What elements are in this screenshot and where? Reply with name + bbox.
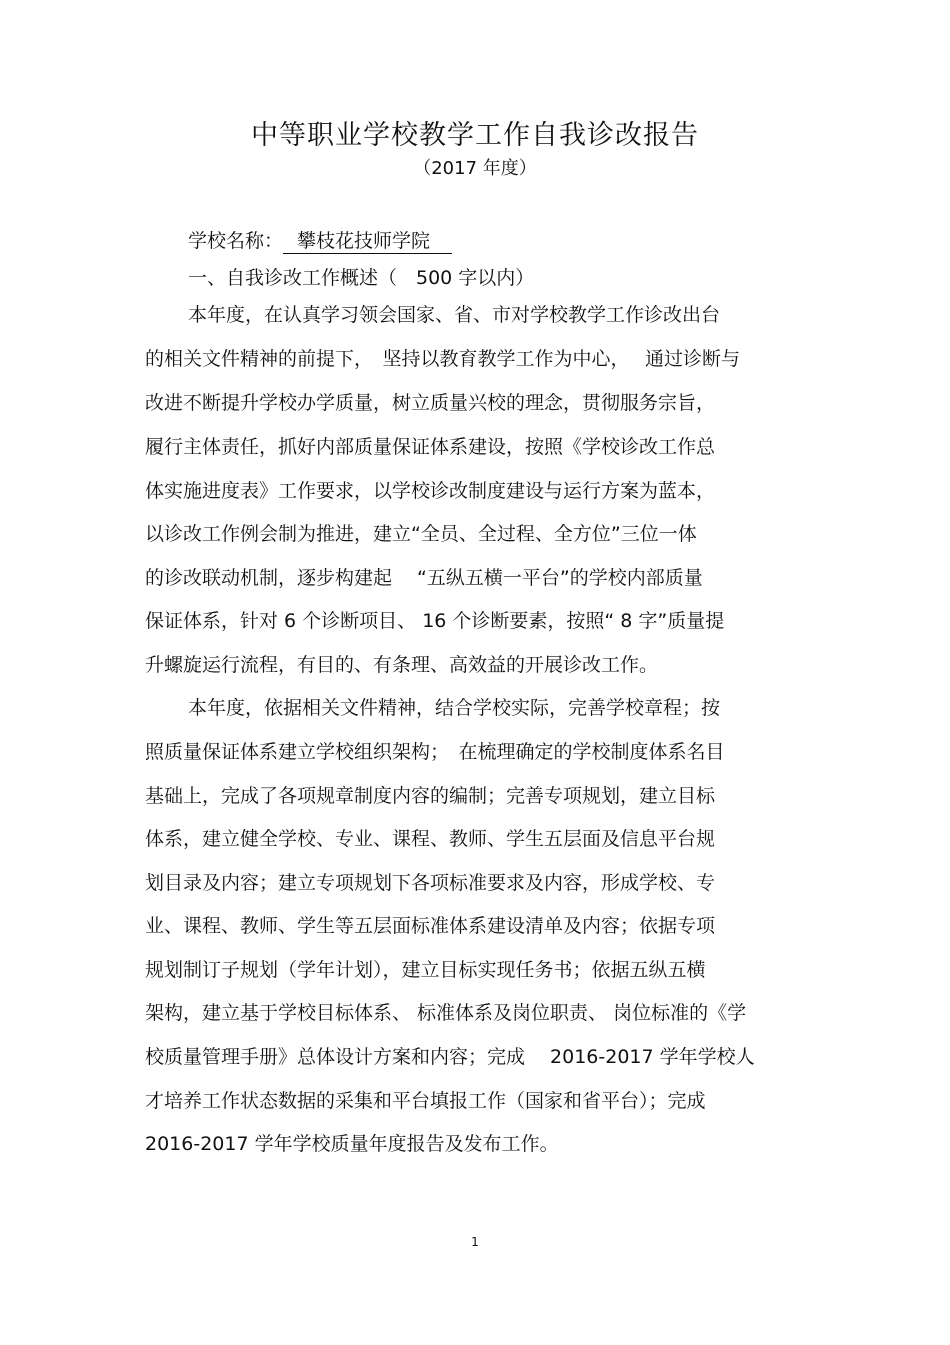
school-name-label: 学校名称： (188, 230, 284, 252)
paragraph1-line: 改进不断提升学校办学质量，树立质量兴校的理念，贯彻服务宗旨， (145, 392, 716, 414)
paragraph1-line: 的诊改联动机制，逐步构建起 “五纵五横一平台”的学校内部质量 (145, 567, 703, 589)
paragraph1-line: 保证体系，针对 6 个诊断项目、 16 个诊断要素，按照“ 8 字”质量提 (145, 610, 725, 632)
paragraph2-line: 体系，建立健全学校、专业、课程、教师、学生五层面及信息平台规 (145, 828, 716, 850)
paragraph1-line: 本年度，在认真学习领会国家、省、市对学校教学工作诊改出台 (188, 304, 721, 326)
paragraph1-line: 的相关文件精神的前提下， 坚持以教育教学工作为中心， 通过诊断与 (145, 348, 741, 370)
page-number: 1 (471, 1235, 479, 1249)
paragraph2-line: 2016-2017 学年学校质量年度报告及发布工作。 (145, 1133, 559, 1155)
report-title: 中等职业学校教学工作自我诊改报告 (251, 120, 699, 151)
paragraph1-line: 履行主体责任，抓好内部质量保证体系建设，按照《学校诊改工作总 (145, 436, 716, 458)
paragraph2-line: 校质量管理手册》总体设计方案和内容；完成 2016-2017 学年学校人 (145, 1046, 755, 1068)
paragraph2-line: 规划制订子规划（学年计划），建立目标实现任务书；依据五纵五横 (145, 959, 706, 981)
paragraph2-line: 划目录及内容；建立专项规划下各项标准要求及内容，形成学校、专 (145, 872, 716, 894)
paragraph1-line: 以诊改工作例会制为推进，建立“全员、全过程、全方位”三位一体 (145, 523, 697, 545)
paragraph1-line: 体实施进度表》工作要求，以学校诊改制度建设与运行方案为蓝本， (145, 480, 716, 502)
paragraph2-line: 业、课程、教师、学生等五层面标准体系建设清单及内容；依据专项 (145, 915, 716, 937)
paragraph2-line: 架构，建立基于学校目标体系、 标准体系及岗位职责、 岗位标准的《学 (145, 1002, 747, 1024)
paragraph2-line: 才培养工作状态数据的采集和平台填报工作（国家和省平台）；完成 (145, 1090, 706, 1112)
school-name-value: 攀枝花技师学院 (283, 229, 452, 254)
paragraph1-line: 升螺旋运行流程，有目的、有条理、高效益的开展诊改工作。 (145, 654, 659, 676)
section-heading: 一、自我诊改工作概述（ 500 字以内） (188, 267, 535, 289)
paragraph2-line: 本年度，依据相关文件精神，结合学校实际，完善学校章程；按 (188, 697, 721, 719)
paragraph2-line: 照质量保证体系建立学校组织架构； 在梳理确定的学校制度体系名目 (145, 741, 725, 763)
report-year: （2017 年度） (413, 158, 537, 179)
school-name-row (188, 228, 452, 254)
paragraph2-line: 基础上，完成了各项规章制度内容的编制；完善专项规划，建立目标 (145, 785, 716, 807)
